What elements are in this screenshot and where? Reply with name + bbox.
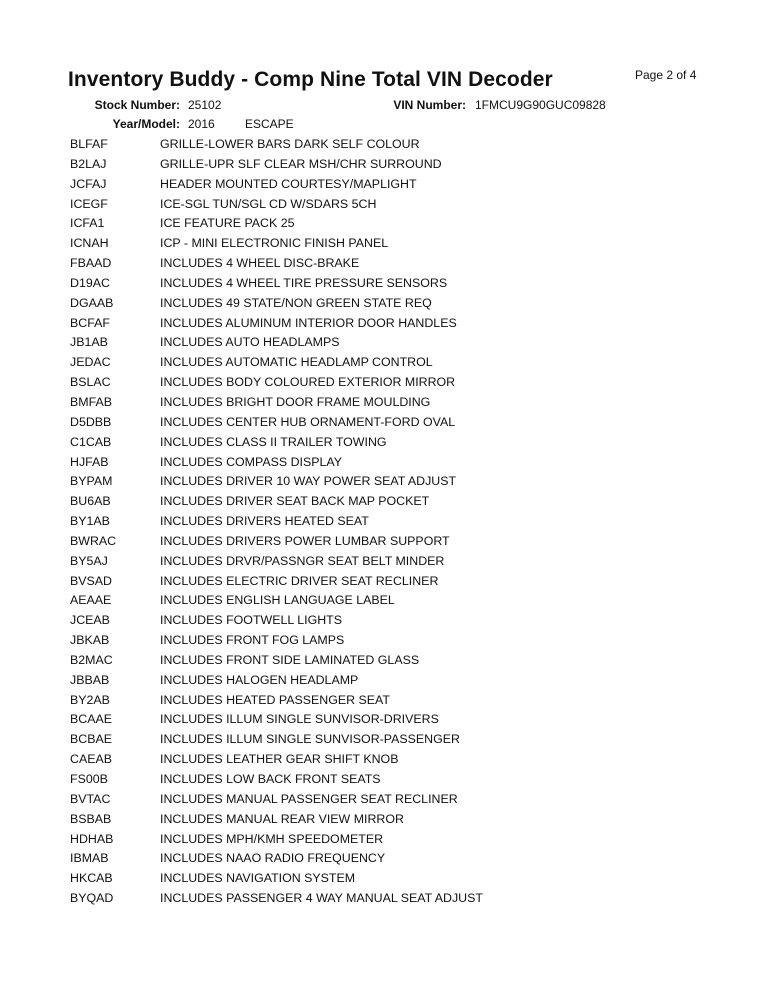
option-description: INCLUDES DRVR/PASSNGR SEAT BELT MINDER — [160, 553, 445, 568]
option-code: D5DBB — [70, 414, 112, 429]
option-description: INCLUDES HEATED PASSENGER SEAT — [160, 692, 390, 707]
list-item — [70, 673, 730, 693]
option-code: BMFAB — [70, 394, 112, 409]
list-item — [70, 554, 730, 574]
list-item — [70, 256, 730, 276]
option-code: JBKAB — [70, 633, 110, 648]
list-item — [70, 216, 730, 236]
list-item — [70, 772, 730, 792]
option-code: BCAAE — [70, 712, 113, 727]
option-code: CAEAB — [70, 752, 113, 767]
year-value: 2016 — [188, 117, 215, 131]
list-item — [70, 355, 730, 375]
option-code: BYQAD — [70, 891, 114, 906]
option-code: BWRAC — [70, 533, 117, 548]
option-description: INCLUDES BODY COLOURED EXTERIOR MIRROR — [160, 375, 456, 390]
option-description: INCLUDES MPH/KMH SPEEDOMETER — [160, 831, 384, 846]
list-item — [70, 316, 730, 336]
list-item — [70, 415, 730, 435]
option-code: JB1AB — [70, 335, 108, 350]
list-item — [70, 137, 730, 157]
year-model-label: Year/Model: — [112, 117, 180, 131]
option-description: INCLUDES 4 WHEEL DISC-BRAKE — [160, 256, 360, 271]
list-item — [70, 435, 730, 455]
option-code: C1CAB — [70, 434, 112, 449]
option-code-list — [70, 137, 730, 911]
list-item — [70, 177, 730, 197]
option-code: JEDAC — [70, 355, 111, 370]
option-description: INCLUDES CENTER HUB ORNAMENT-FORD OVAL — [160, 414, 456, 429]
model-value: ESCAPE — [245, 117, 294, 131]
option-description: INCLUDES ILLUM SINGLE SUNVISOR-PASSENGER — [160, 732, 460, 747]
list-item — [70, 514, 730, 534]
option-description: GRILLE-UPR SLF CLEAR MSH/CHR SURROUND — [160, 156, 442, 171]
option-code: JCFAJ — [70, 176, 107, 191]
option-code: AEAAE — [70, 593, 112, 608]
option-description: INCLUDES COMPASS DISPLAY — [160, 454, 343, 469]
page-number: Page 2 of 4 — [635, 68, 697, 82]
list-item — [70, 375, 730, 395]
option-description: INCLUDES MANUAL REAR VIEW MIRROR — [160, 811, 404, 826]
option-code: BCBAE — [70, 732, 113, 747]
option-code: BSLAC — [70, 375, 111, 390]
option-code: FBAAD — [70, 256, 112, 271]
option-description: INCLUDES DRIVER 10 WAY POWER SEAT ADJUST — [160, 474, 457, 489]
list-item — [70, 534, 730, 554]
list-item — [70, 851, 730, 871]
option-code: JCEAB — [70, 613, 110, 628]
option-description: INCLUDES ILLUM SINGLE SUNVISOR-DRIVERS — [160, 712, 439, 727]
option-description: INCLUDES LOW BACK FRONT SEATS — [160, 772, 381, 786]
option-code: ICFA1 — [70, 216, 105, 231]
option-code: BU6AB — [70, 494, 111, 509]
stock-number-label: Stock Number: — [94, 98, 180, 112]
option-code: D19AC — [70, 275, 110, 290]
list-item — [70, 712, 730, 732]
option-code: ICNAH — [70, 236, 109, 251]
option-description: INCLUDES BRIGHT DOOR FRAME MOULDING — [160, 394, 431, 409]
option-code: BYPAM — [70, 474, 113, 489]
option-code: BY2AB — [70, 692, 110, 707]
option-description: INCLUDES AUTOMATIC HEADLAMP CONTROL — [160, 355, 433, 370]
option-description: GRILLE-LOWER BARS DARK SELF COLOUR — [160, 137, 420, 151]
option-code: DGAAB — [70, 295, 114, 310]
option-code: BY1AB — [70, 514, 110, 529]
option-code: BVTAC — [70, 791, 111, 806]
vin-label: VIN Number: — [393, 98, 466, 112]
option-description: INCLUDES FRONT FOG LAMPS — [160, 633, 345, 648]
option-description: INCLUDES FRONT SIDE LAMINATED GLASS — [160, 652, 420, 667]
list-item — [70, 494, 730, 514]
option-description: INCLUDES ALUMINUM INTERIOR DOOR HANDLES — [160, 315, 457, 330]
list-item — [70, 197, 730, 217]
option-code: HJFAB — [70, 454, 109, 469]
option-description: INCLUDES DRIVER SEAT BACK MAP POCKET — [160, 494, 430, 509]
option-description: INCLUDES 4 WHEEL TIRE PRESSURE SENSORS — [160, 275, 448, 290]
option-description: INCLUDES MANUAL PASSENGER SEAT RECLINER — [160, 791, 458, 806]
option-description: INCLUDES FOOTWELL LIGHTS — [160, 613, 342, 628]
option-description: ICE FEATURE PACK 25 — [160, 216, 295, 231]
option-code: BSBAB — [70, 811, 112, 826]
list-item — [70, 276, 730, 296]
list-item — [70, 395, 730, 415]
list-item — [70, 236, 730, 256]
option-description: INCLUDES LEATHER GEAR SHIFT KNOB — [160, 752, 399, 767]
list-item — [70, 752, 730, 772]
option-description: INCLUDES CLASS II TRAILER TOWING — [160, 434, 387, 449]
option-description: INCLUDES AUTO HEADLAMPS — [160, 335, 340, 350]
list-item — [70, 633, 730, 653]
list-item — [70, 832, 730, 852]
list-item — [70, 574, 730, 594]
list-item — [70, 891, 730, 911]
option-description: HEADER MOUNTED COURTESY/MAPLIGHT — [160, 176, 417, 191]
list-item — [70, 296, 730, 316]
option-code: IBMAB — [70, 851, 109, 866]
stock-number-value: 25102 — [188, 98, 222, 112]
option-description: INCLUDES ELECTRIC DRIVER SEAT RECLINER — [160, 573, 439, 588]
option-description: INCLUDES NAVIGATION SYSTEM — [160, 871, 356, 886]
list-item — [70, 871, 730, 891]
option-code: BCFAF — [70, 315, 110, 330]
option-description: ICE-SGL TUN/SGL CD W/SDARS 5CH — [160, 196, 377, 211]
option-code: BVSAD — [70, 573, 113, 588]
option-code: HDHAB — [70, 831, 114, 846]
list-item — [70, 613, 730, 633]
list-item — [70, 732, 730, 752]
vin-value: 1FMCU9G90GUC09828 — [475, 98, 606, 112]
option-description: ICP - MINI ELECTRONIC FINISH PANEL — [160, 236, 389, 251]
option-code: ICEGF — [70, 196, 108, 211]
option-code: JBBAB — [70, 672, 110, 687]
list-item — [70, 157, 730, 177]
list-item — [70, 653, 730, 673]
list-item — [70, 455, 730, 475]
list-item — [70, 593, 730, 613]
option-description: INCLUDES 49 STATE/NON GREEN STATE REQ — [160, 295, 432, 310]
option-code: FS00B — [70, 772, 108, 786]
option-description: INCLUDES ENGLISH LANGUAGE LABEL — [160, 593, 395, 608]
page-title: Inventory Buddy - Comp Nine Total VIN Decoder — [68, 68, 553, 91]
option-code: HKCAB — [70, 871, 113, 886]
list-item — [70, 812, 730, 832]
option-description: INCLUDES DRIVERS HEATED SEAT — [160, 514, 369, 529]
list-item — [70, 474, 730, 494]
option-code: BLFAF — [70, 137, 108, 151]
option-description: INCLUDES NAAO RADIO FREQUENCY — [160, 851, 386, 866]
option-code: B2LAJ — [70, 156, 107, 171]
list-item — [70, 693, 730, 713]
option-description: INCLUDES DRIVERS POWER LUMBAR SUPPORT — [160, 533, 450, 548]
option-description: INCLUDES PASSENGER 4 WAY MANUAL SEAT ADJUST — [160, 891, 483, 906]
option-code: BY5AJ — [70, 553, 108, 568]
list-item — [70, 335, 730, 355]
option-code: B2MAC — [70, 652, 113, 667]
option-description: INCLUDES HALOGEN HEADLAMP — [160, 672, 359, 687]
list-item — [70, 792, 730, 812]
